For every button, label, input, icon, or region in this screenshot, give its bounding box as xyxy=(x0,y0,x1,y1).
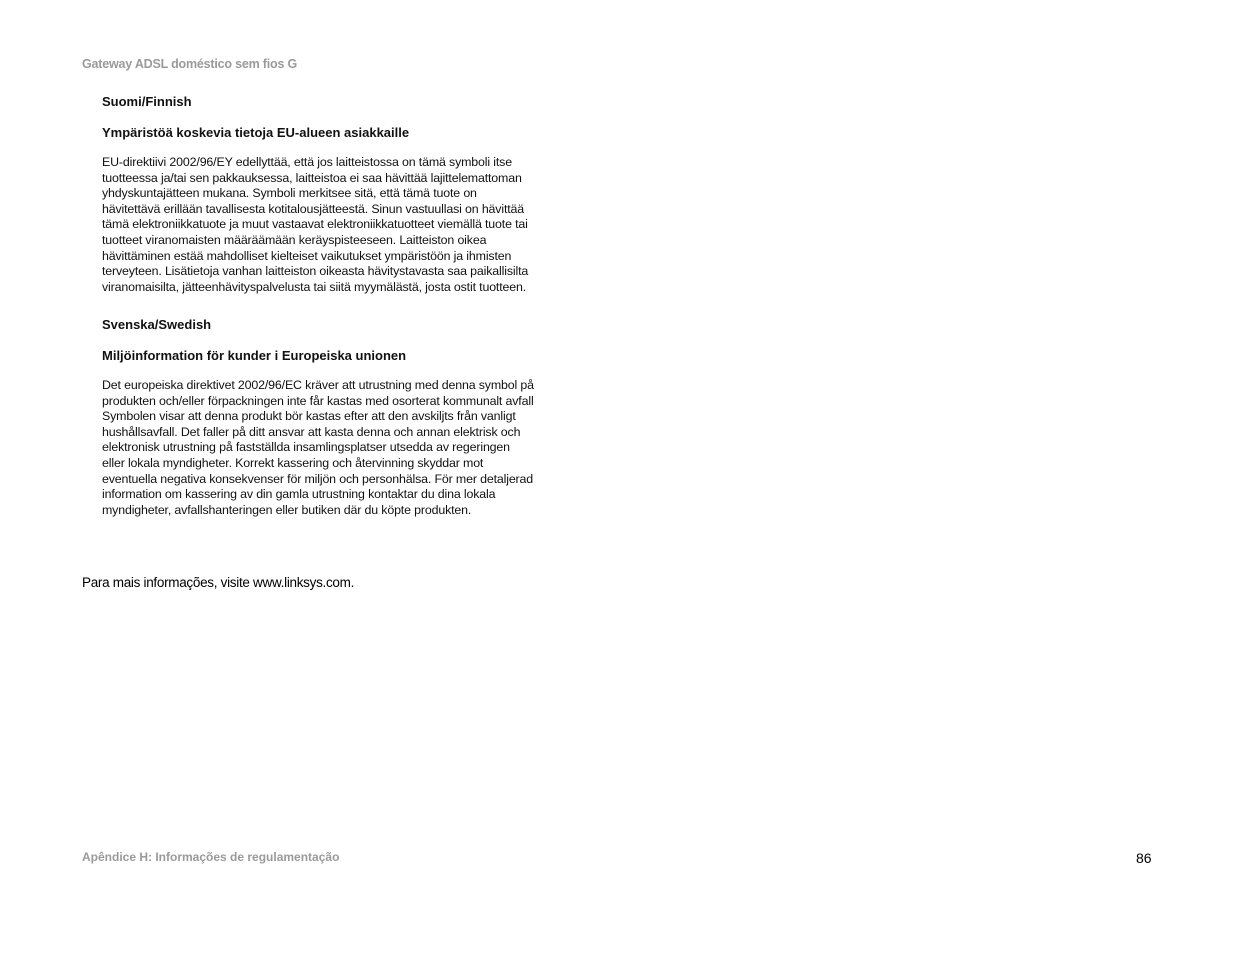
body-line: myndigheter, avfallshanteringen eller butiken där du köpte produkten. xyxy=(102,502,472,517)
body-line: produkten och/eller förpackningen inte får kastas med osorterat kommunalt avfall xyxy=(102,393,534,408)
body-line: tämä elektroniikkatuote ja muut vastaavat elektroniikkatuotteet viemällä tuote tai xyxy=(102,217,528,232)
section-body xyxy=(102,378,534,518)
page-number: 86 xyxy=(1136,850,1152,866)
section-heading: Miljöinformation för kunder i Europeiska unionen xyxy=(102,348,407,363)
body-line: eller lokala myndigheter. Korrekt kassering och återvinning skyddar mot xyxy=(102,455,484,470)
section-body xyxy=(102,155,528,295)
body-line: tuotteessa ja/tai sen pakkauksessa, laitteistoa ei saa hävittää lajittelemattoman xyxy=(102,170,522,185)
body-line: yhdyskuntajätteen mukana. Symboli merkitsee sitä, että tämä tuote on xyxy=(102,186,477,201)
more-info-text: Para mais informações, visite www.linksys.com. xyxy=(82,575,355,590)
body-line: terveyteen. Lisätietoja vanhan laitteiston oikeasta hävitystavasta saa paikallisilta xyxy=(102,264,529,279)
body-line: EU-direktiivi 2002/96/EY edellyttää, että jos laitteistossa on tämä symboli itse xyxy=(102,155,512,169)
body-line: Symbolen visar att denna produkt bör kastas efter att den avskiljts från vanligt xyxy=(102,409,516,424)
language-heading: Svenska/Swedish xyxy=(102,317,212,332)
language-heading: Suomi/Finnish xyxy=(102,94,192,109)
body-line: information om kassering av din gamla utrustning kontaktar du dina lokala xyxy=(102,487,496,502)
page-header-title: Gateway ADSL doméstico sem fios G xyxy=(82,57,297,71)
section-heading: Ympäristöä koskevia tietoja EU-alueen asiakkaille xyxy=(102,125,410,140)
body-line: Det europeiska direktivet 2002/96/EC kräver att utrustning med denna symbol på xyxy=(102,378,534,392)
section-swedish xyxy=(102,317,534,518)
body-line: hävitettävä erillään tavallisesta kotitalousjätteestä. Sinun vastuullasi on hävittää xyxy=(102,201,525,216)
body-line: tuotteet viranomaisten määräämään keräyspisteeseen. Laitteiston oikea xyxy=(102,232,487,247)
body-line: hushållsavfall. Det faller på ditt ansvar att kasta denna och annan elektrisk och xyxy=(102,424,521,439)
section-finnish xyxy=(102,94,528,295)
footer-chapter-title: Apêndice H: Informações de regulamentação xyxy=(82,850,340,864)
body-line: eventuella negativa konsekvenser för miljön och personhälsa. För mer detaljerad xyxy=(102,471,534,486)
body-line: viranomaisilta, jätteenhävityspalvelusta tai siitä myymälästä, josta ostit tuotteen. xyxy=(102,279,527,294)
body-line: elektronisk utrustning på fastställda insamlingsplatser utsedda av regeringen xyxy=(102,440,510,455)
body-line: hävittäminen estää mahdolliset kielteiset vaikutukset ympäristöön ja ihmisten xyxy=(102,248,512,263)
